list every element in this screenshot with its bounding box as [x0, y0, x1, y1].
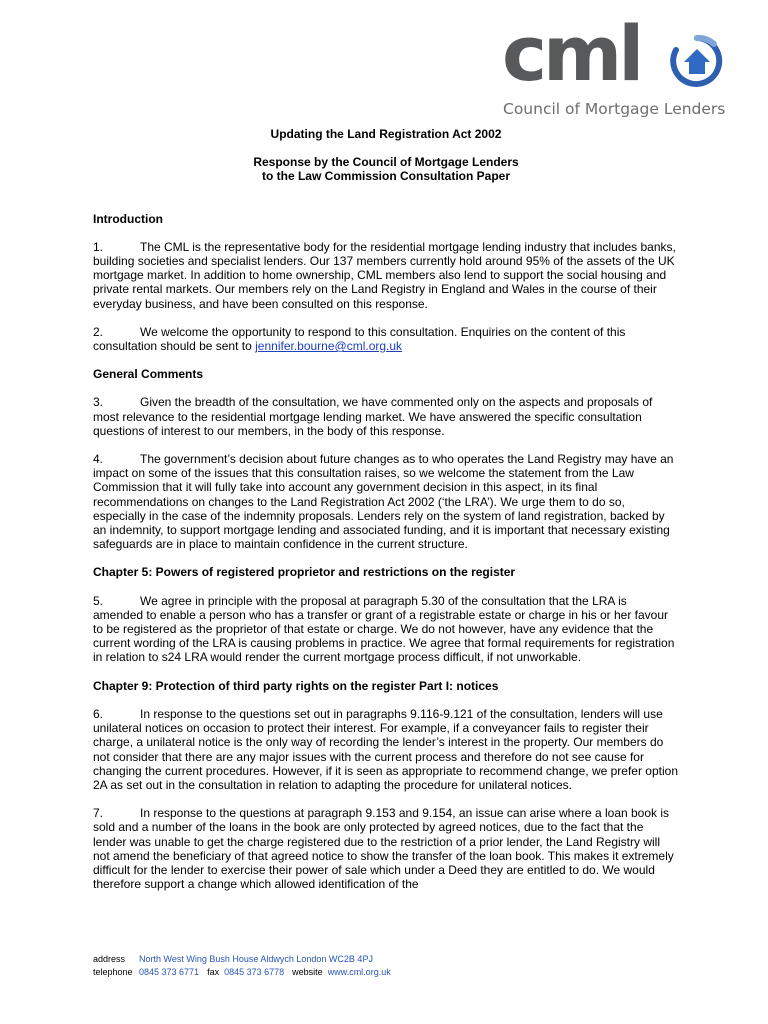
- logo-subtitle: Council of Mortgage Lenders: [503, 100, 726, 118]
- paragraph-text: We agree in principle with the proposal at paragraph 5.30 of the consultation that the LRA is amended to enable a person who has a transfer or grant of a registrable estate or charge in his or her favour to be registered as the proprietor of that estate or charge. We do not however, have any evidence that the current wording of the LRA is causing problems in practice. We agree that formal requirements for registration in relation to s24 LRA would render the current mortgage process difficult, if not unworkable.: [93, 593, 675, 665]
- footer-website-link[interactable]: www.cml.org.uk: [327, 967, 391, 977]
- paragraph-4: [93, 452, 679, 551]
- paragraph-number: 7.: [93, 806, 104, 821]
- paragraph-text: In response to the questions set out in paragraphs 9.116-9.121 of the consultation, lenders will use unilateral notices on occasion to protect their interest. For example, if a conveyancer fails to register their charge, a unilateral notice is the only way of recording the lender’s interest in the property. Our members do not consider that there are any major issues with the current process and therefore do not see cause for changing the current procedures. However, if it is seen as appropriate to recommend change, we prefer option 2A as set out in the consultation in relation to adapting the procedure for unilateral notices.: [93, 706, 678, 792]
- footer-address-value: North West Wing Bush House Aldwych London WC2B 4PJ: [139, 954, 373, 964]
- paragraph-text: The government’s decision about future changes as to who operates the Land Registry may have an impact on some of the issues that this consultation raises, so we welcome the statement from the Law Commission that it will fully take into account any government decision in this aspect, in its final recommendations on changes to the Land Registration Act 2002 (‘the LRA’). We urge them to do so, especially in the case of the indemnity proposals. Lenders rely on the system of land registration, backed by an indemnity, to support mortgage lending and associated funding, and it is important that necessary existing safeguards are in place to maintain confidence in the current structure.: [93, 452, 674, 552]
- document-subtitle-line-2: to the Law Commission Consultation Paper: [261, 169, 511, 184]
- footer-address-label: address: [93, 954, 126, 964]
- footer-telephone-value: 0845 373 6771: [139, 967, 200, 977]
- footer-fax-label: fax: [207, 967, 220, 977]
- footer-website-label: website: [292, 967, 323, 977]
- footer-address-line: [93, 953, 391, 966]
- footer-telephone-label: telephone: [93, 967, 133, 977]
- paragraph-7: [93, 806, 679, 891]
- page-footer: [93, 953, 391, 979]
- contact-email-link[interactable]: jennifer.bourne@cml.org.uk: [255, 339, 403, 354]
- footer-contact-line: [93, 966, 391, 979]
- document-body: [93, 127, 679, 905]
- cml-logo: [500, 9, 730, 122]
- house-swoosh-icon: [670, 34, 724, 88]
- document-subtitle-line-1: Response by the Council of Mortgage Lenders: [253, 155, 519, 170]
- paragraph-2: [93, 325, 679, 353]
- paragraph-number: 6.: [93, 706, 104, 721]
- paragraph-text: We welcome the opportunity to respond to this consultation. Enquiries on the content of this consultation should be sent to: [93, 324, 626, 354]
- document-title: Updating the Land Registration Act 2002: [270, 127, 502, 141]
- paragraph-text: Given the breadth of the consultation, we have commented only on the aspects and proposals of most relevance to the residential mortgage lending market. We have answered the specific consultation questions of interest to our members, in the body of this response.: [93, 395, 653, 438]
- paragraph-number: 3.: [93, 395, 104, 410]
- footer-fax-value: 0845 373 6778: [224, 967, 285, 977]
- paragraph-text: The CML is the representative body for the residential mortgage lending industry that includes banks, building societies and specialist lenders. Our 137 members currently hold around 95% of the assets of the UK mortgage market. In addition to home ownership, CML members also lend to support the social housing and private rental markets. Our members rely on the Land Registry in England and Wales in the course of their everyday business, and have been consulted on this response.: [93, 239, 676, 311]
- paragraph-6: [93, 707, 679, 792]
- paragraph-number: 5.: [93, 593, 104, 608]
- section-heading-introduction: Introduction: [93, 211, 163, 226]
- paragraph-number: 2.: [93, 324, 104, 339]
- paragraph-text: In response to the questions at paragraph 9.153 and 9.154, an issue can arise where a loan book is sold and a number of the loans in the book are only protected by agreed notices, due to the fact that the lender was unable to get the charge registered due to the restriction of a prior lender, the Land Registry will not amend the beneficiary of that agreed notice to show the transfer of the loan book. This makes it extremely difficult for the lender to exercise their power of sale which under a Deed they are entitled to do. We would therefore support a change which allowed identification of the: [93, 806, 674, 892]
- logo-wordmark: cml: [502, 9, 641, 98]
- paragraph-1: [93, 240, 679, 311]
- paragraph-5: [93, 594, 679, 665]
- paragraph-number: 1.: [93, 239, 104, 254]
- paragraph-number: 4.: [93, 452, 104, 467]
- section-heading-chapter-5: Chapter 5: Powers of registered proprietor and restrictions on the register: [93, 565, 516, 580]
- section-heading-chapter-9: Chapter 9: Protection of third party rights on the register Part I: notices: [93, 678, 499, 693]
- paragraph-3: [93, 395, 679, 438]
- section-heading-general-comments: General Comments: [93, 367, 204, 382]
